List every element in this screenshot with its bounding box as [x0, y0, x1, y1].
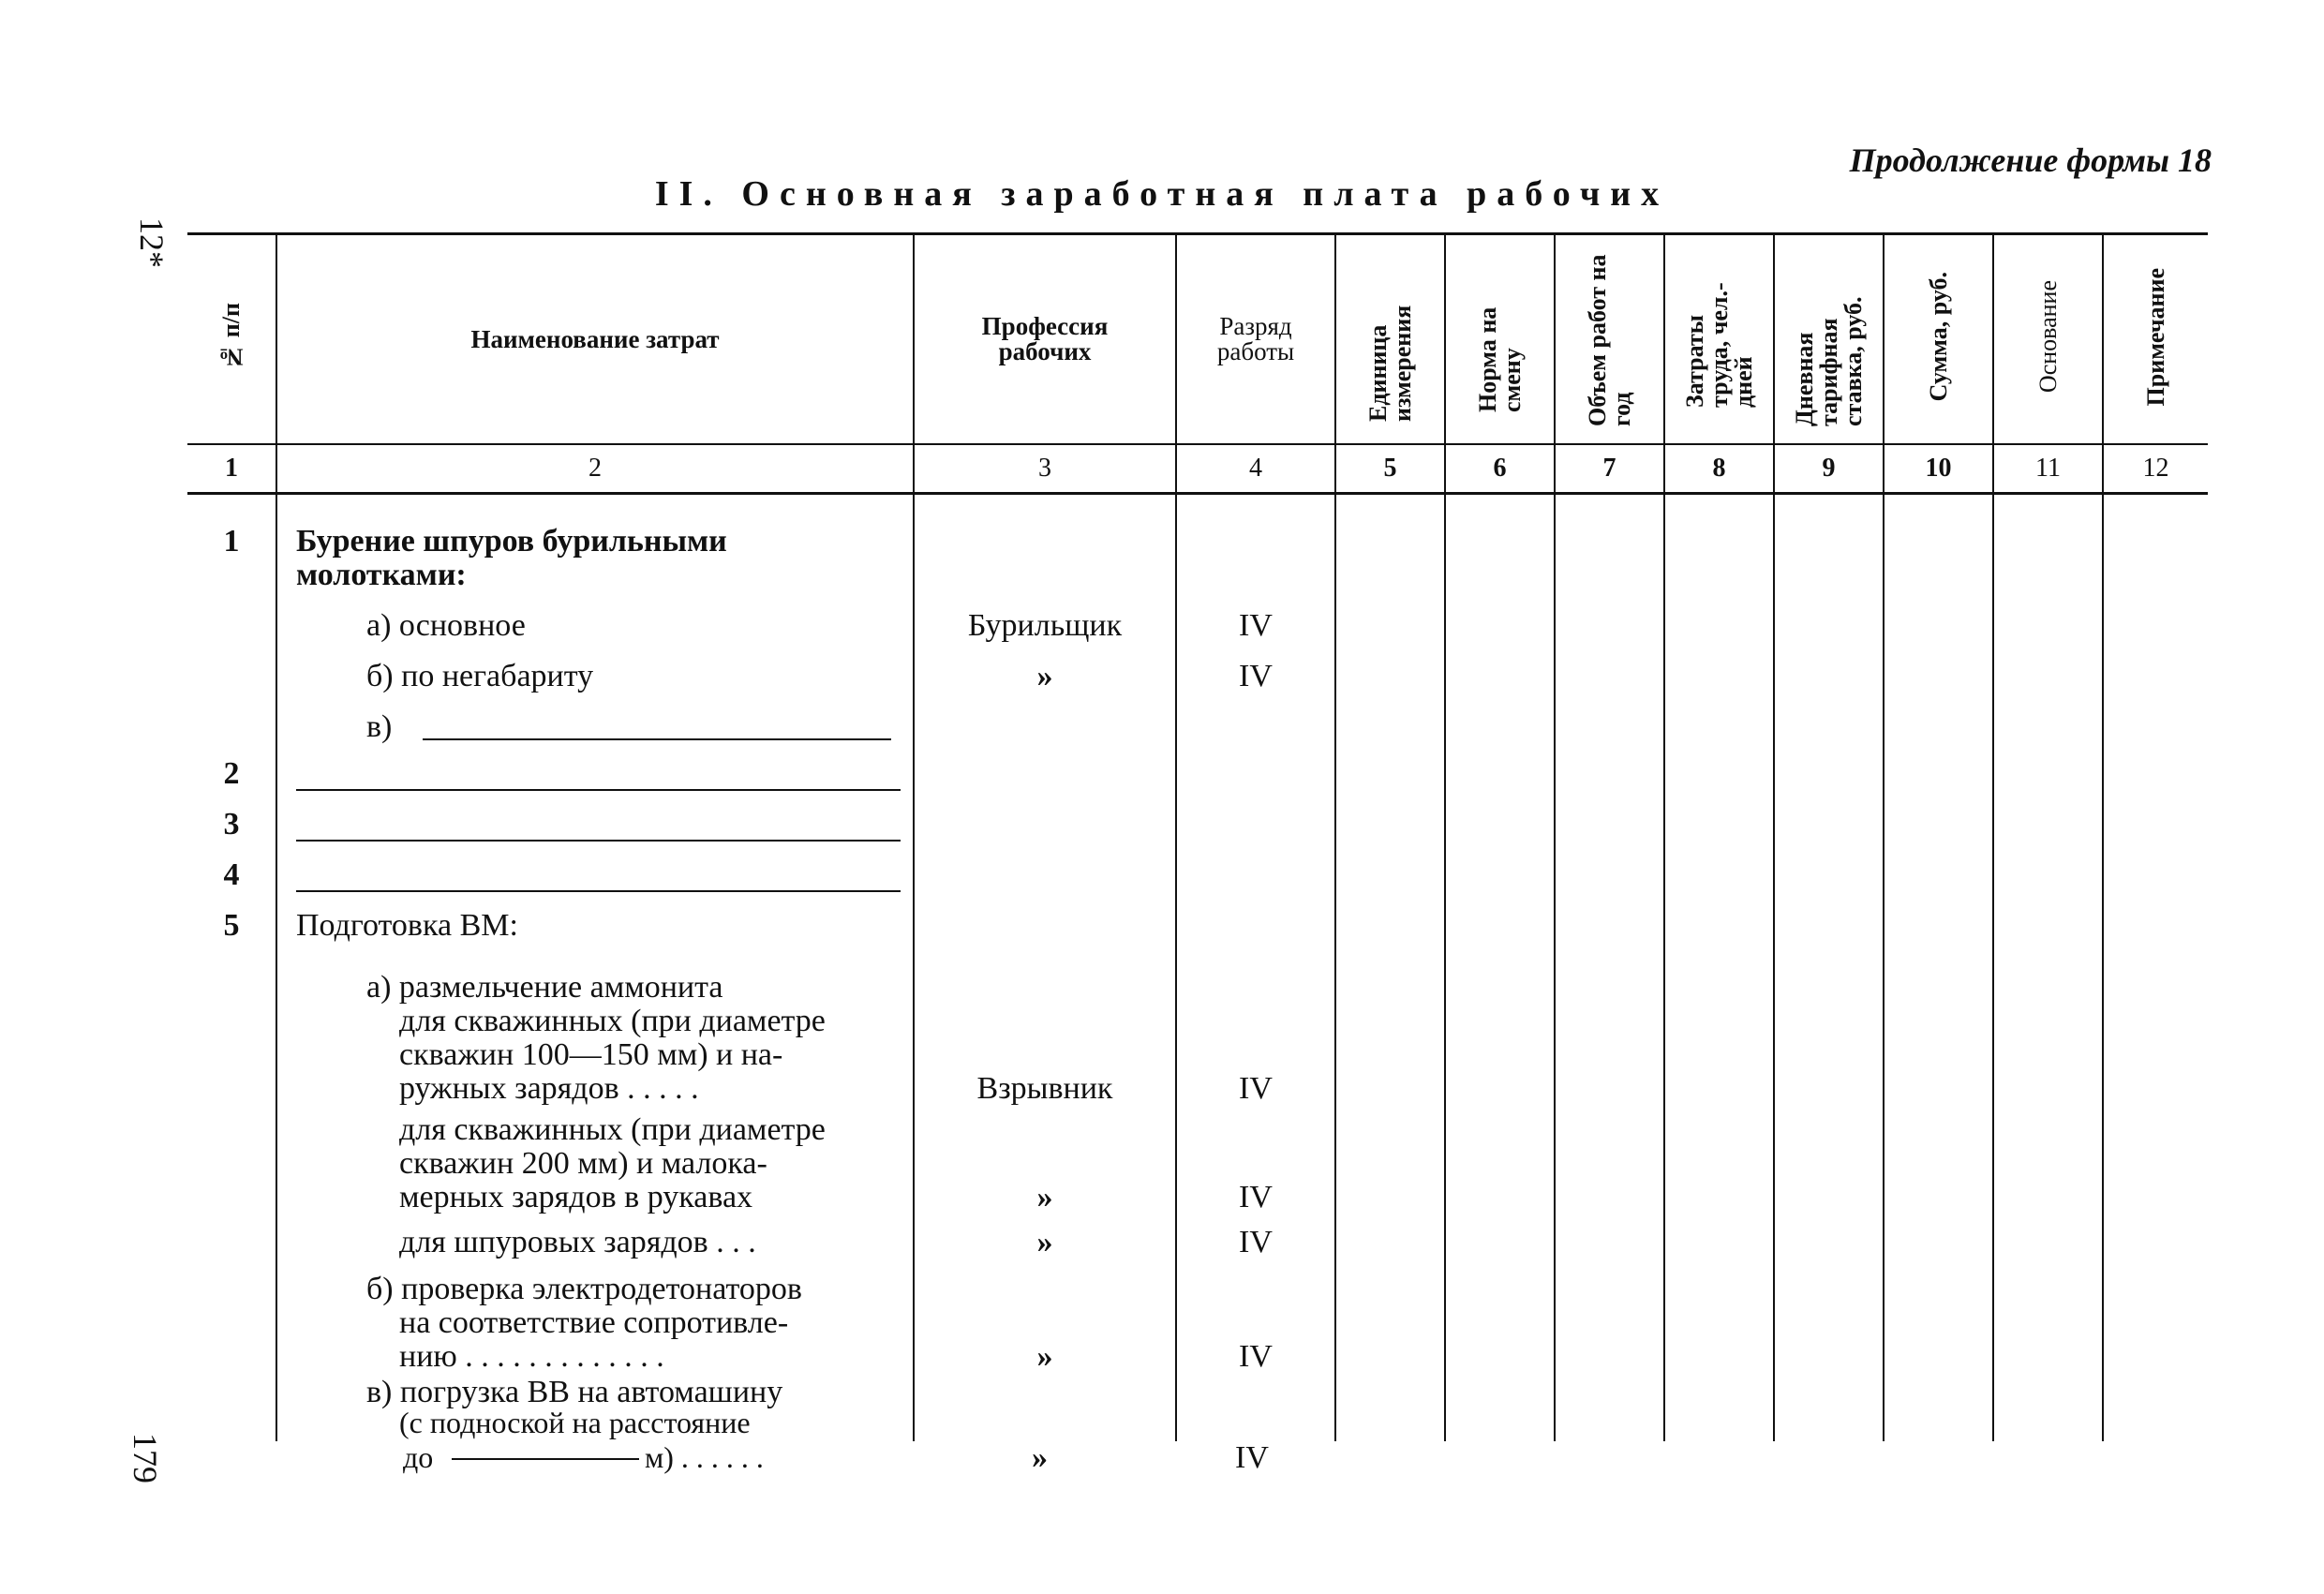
header-cell-volume: Объем работ на год	[1555, 234, 1664, 445]
row-number: 3	[223, 807, 240, 842]
cost-item-name: Подготовка ВМ:	[296, 908, 518, 943]
header-cell-labor: Затраты труда, чел.-дней	[1664, 234, 1774, 445]
cost-item-name: для скважинных (при диаметре	[399, 1004, 826, 1038]
header-cell-profession: Профессия рабочих	[914, 234, 1176, 445]
cost-item-name: до	[403, 1440, 434, 1474]
grade-value: IV	[1239, 1339, 1273, 1374]
grade-value: IV	[1235, 1440, 1269, 1475]
cost-item-name: а) основное	[366, 608, 526, 643]
profession-value: »	[1036, 1225, 1053, 1259]
number-column	[187, 494, 276, 1442]
name-column	[276, 494, 914, 1442]
header-cell-note: Примечание	[2103, 234, 2208, 445]
column-number: 11	[1993, 444, 2103, 494]
rate-column	[1774, 494, 1884, 1442]
unit-column	[1335, 494, 1445, 1442]
header-cell-unit: Единица измерения	[1335, 234, 1445, 445]
blank-line	[452, 1458, 639, 1460]
norm-column	[1445, 494, 1555, 1442]
cost-item-name: а) размельчение аммонита	[366, 970, 723, 1005]
grade-column	[1176, 494, 1335, 1442]
row-number: 4	[223, 857, 240, 892]
row-number: 5	[223, 908, 240, 943]
cost-item-name: в)	[366, 709, 393, 744]
column-number: 2	[276, 444, 914, 494]
cost-item-name: скважин 200 мм) и малока-	[399, 1146, 767, 1181]
header-cell-name: Наименование затрат	[276, 234, 914, 445]
cost-item-name: нию . . . . . . . . . . . . .	[399, 1339, 664, 1374]
cost-item-name: скважин 100—150 мм) и на-	[399, 1037, 783, 1072]
header-cell-grade: Разряд работы	[1176, 234, 1335, 445]
profession-value: Взрывник	[976, 1071, 1113, 1106]
header-cell-sum: Сумма, руб.	[1884, 234, 1993, 445]
sum-column	[1884, 494, 1993, 1442]
column-number: 8	[1664, 444, 1774, 494]
profession-value: »	[1036, 1180, 1053, 1214]
column-number: 10	[1884, 444, 1993, 494]
volume-column	[1555, 494, 1664, 1442]
profession-value: »	[1036, 1339, 1053, 1374]
header-cell-basis: Основание	[1993, 234, 2103, 445]
row-number: 2	[223, 756, 240, 791]
blank-line	[296, 890, 901, 892]
note-column	[2103, 494, 2208, 1442]
section-title: II. Основная заработная плата рабочих	[654, 174, 1670, 214]
row-number: 1	[223, 524, 240, 559]
blank-line	[296, 840, 901, 842]
cost-item-name: на соответствие сопротивле-	[399, 1305, 789, 1340]
cost-item-name: мерных зарядов в рукавах	[399, 1180, 753, 1214]
column-number-row	[187, 444, 2208, 494]
form-continuation-note: Продолжение формы 18	[1849, 142, 2212, 179]
profession-column	[914, 494, 1176, 1442]
column-number: 5	[1335, 444, 1445, 494]
table-body-row	[187, 494, 2208, 1442]
grade-value: IV	[1239, 1225, 1273, 1259]
cost-item-name: для шпуровых зарядов . . .	[399, 1225, 756, 1259]
wage-table	[187, 232, 2208, 1441]
header-cell-norm: Норма на смену	[1445, 234, 1555, 445]
column-number: 1	[187, 444, 276, 494]
grade-value: IV	[1239, 608, 1273, 643]
blank-line	[423, 738, 891, 740]
page-number: 179	[127, 1433, 164, 1483]
profession-value: »	[1032, 1440, 1048, 1475]
cost-item-name: м) . . . . . .	[645, 1440, 764, 1474]
cost-item-name: (с подноской на расстояние	[399, 1406, 751, 1439]
header-cell-number: № п/п	[187, 234, 276, 445]
profession-value: Бурильщик	[967, 608, 1123, 643]
table-header-row	[187, 234, 2208, 445]
cost-item-name: в) погрузка ВВ на автомашину	[366, 1375, 783, 1409]
page-side-mark: 12*	[133, 217, 171, 268]
column-number: 9	[1774, 444, 1884, 494]
cost-item-name: для скважинных (при диаметре	[399, 1112, 826, 1147]
column-number: 12	[2103, 444, 2208, 494]
column-number: 7	[1555, 444, 1664, 494]
column-number: 6	[1445, 444, 1555, 494]
grade-value: IV	[1239, 1180, 1273, 1214]
grade-value: IV	[1239, 659, 1273, 693]
header-cell-rate: Дневная тарифная ставка, руб.	[1774, 234, 1884, 445]
cost-item-name: б) проверка электродетонаторов	[366, 1272, 802, 1306]
column-number: 3	[914, 444, 1176, 494]
cost-item-name: ружных зарядов . . . . .	[399, 1071, 699, 1106]
profession-value: »	[1036, 659, 1053, 693]
blank-line	[296, 789, 901, 791]
column-number: 4	[1176, 444, 1335, 494]
labor-column	[1664, 494, 1774, 1442]
cost-item-name: б) по негабариту	[366, 659, 594, 693]
cost-item-name: Бурение шпуров бурильными молотками:	[296, 524, 727, 592]
basis-column	[1993, 494, 2103, 1442]
grade-value: IV	[1239, 1071, 1273, 1106]
